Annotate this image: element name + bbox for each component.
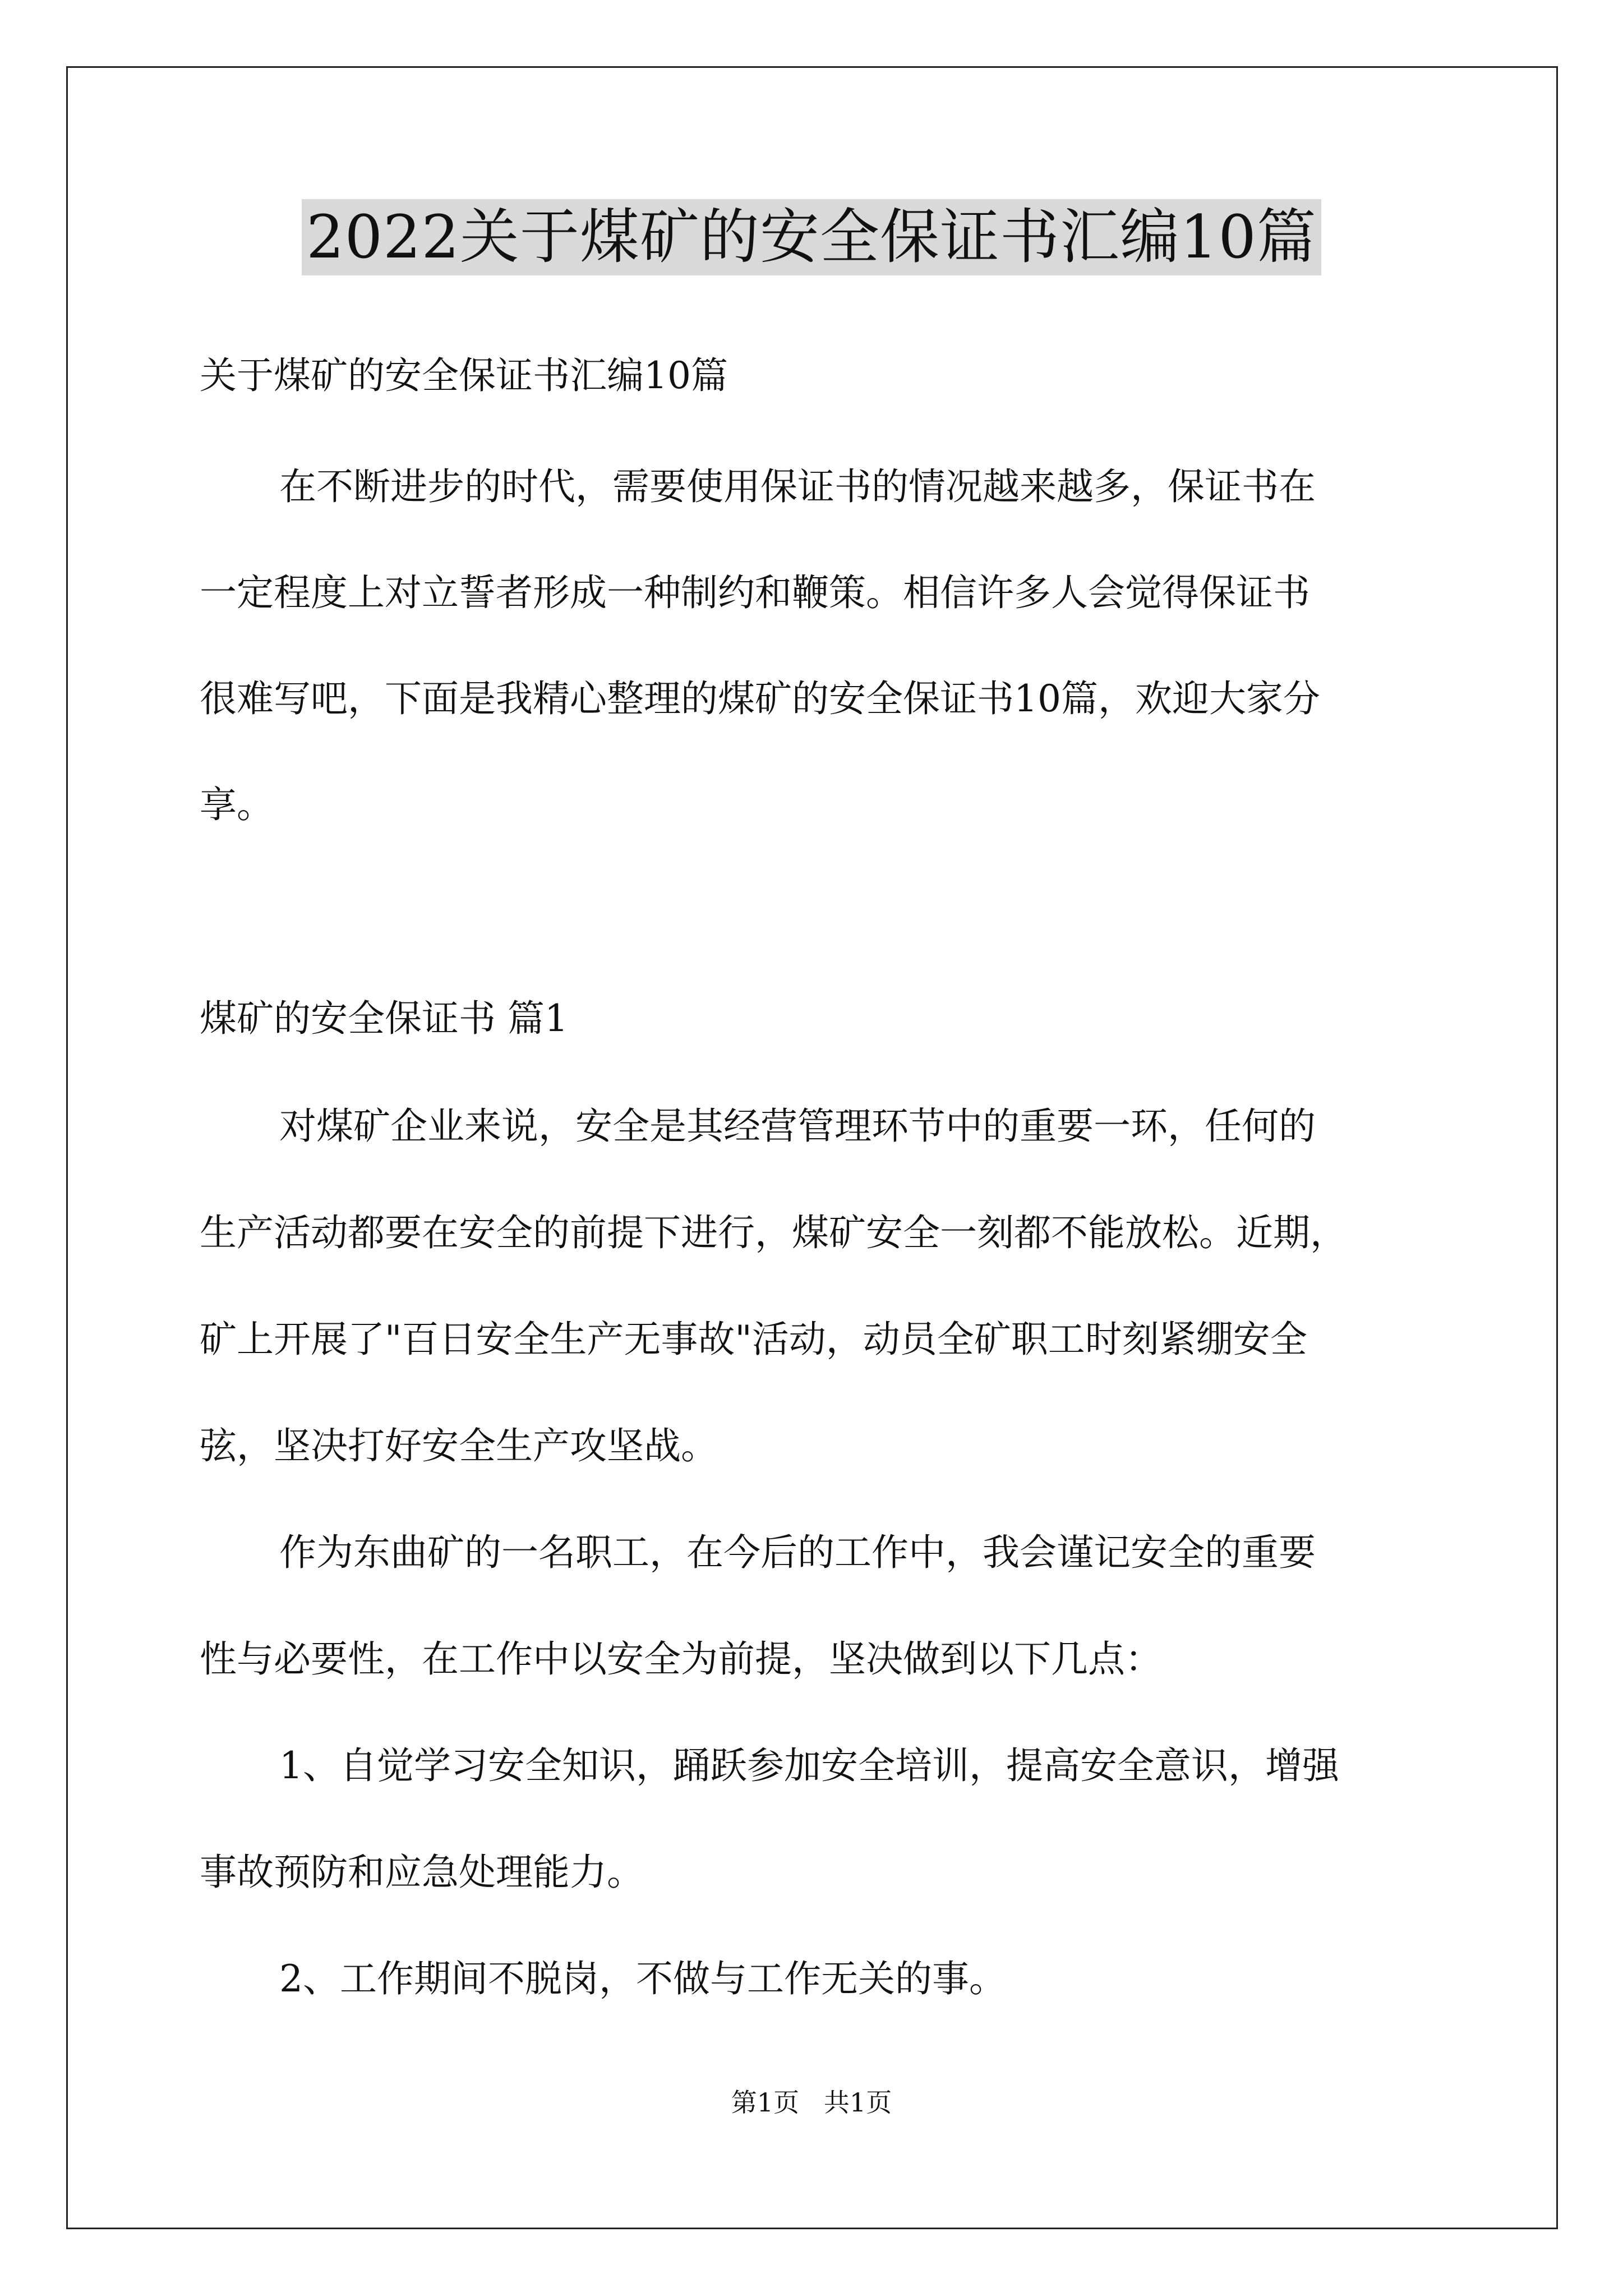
intro-line: 享。 xyxy=(200,783,274,826)
section-line: 1、自觉学习安全知识，踊跃参加安全培训，提高安全意识，增强 xyxy=(279,1744,1339,1787)
section-line: 生产活动都要在安全的前提下进行，煤矿安全一刻都不能放松。近期， xyxy=(200,1211,1347,1254)
section-line: 矿上开展了"百日安全生产无事故"活动，动员全矿职工时刻紧绷安全 xyxy=(200,1318,1307,1361)
section-line: 事故预防和应急处理能力。 xyxy=(200,1851,644,1894)
intro-line: 很难写吧，下面是我精心整理的煤矿的安全保证书10篇，欢迎大家分 xyxy=(200,677,1320,720)
intro-line: 在不断进步的时代，需要使用保证书的情况越来越多，保证书在 xyxy=(279,465,1316,508)
section-line: 作为东曲矿的一名职工，在今后的工作中，我会谨记安全的重要 xyxy=(279,1531,1316,1574)
section-line: 弦，坚决打好安全生产攻坚战。 xyxy=(200,1424,718,1467)
section-line: 对煤矿企业来说，安全是其经营管理环节中的重要一环，任何的 xyxy=(279,1105,1316,1148)
section-heading: 煤矿的安全保证书 篇1 xyxy=(200,997,568,1040)
section-line: 性与必要性，在工作中以安全为前提，坚决做到以下几点： xyxy=(200,1637,1162,1681)
document-subtitle: 关于煤矿的安全保证书汇编10篇 xyxy=(200,354,728,397)
section-line: 2、工作期间不脱岗，不做与工作无关的事。 xyxy=(279,1957,1006,2000)
page-footer: 第1页 共1页 xyxy=(731,2087,892,2118)
document-title: 2022关于煤矿的安全保证书汇编10篇 xyxy=(302,199,1321,275)
title-container xyxy=(0,199,1623,275)
intro-line: 一定程度上对立誓者形成一种制约和鞭策。相信许多人会觉得保证书 xyxy=(200,571,1310,614)
